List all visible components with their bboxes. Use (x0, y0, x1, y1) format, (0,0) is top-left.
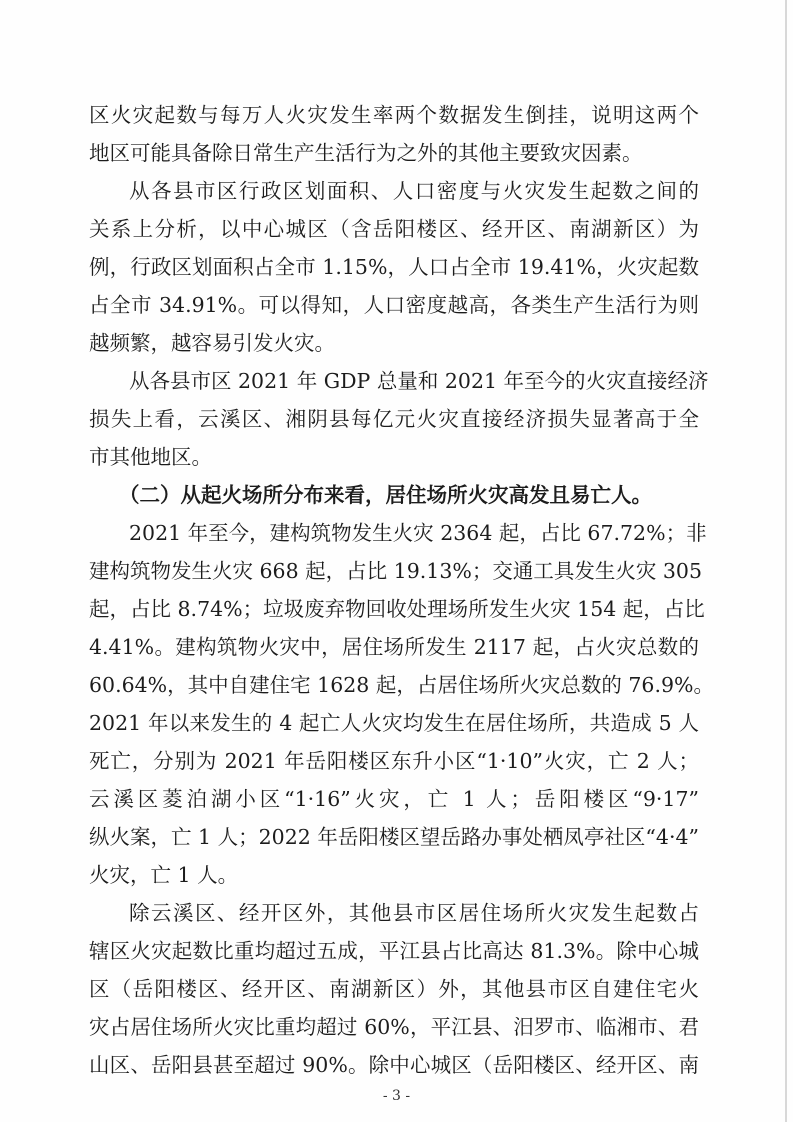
body-text-line: 建构筑物发生火灾 668 起，占比 19.13%；交通工具发生火灾 305 (89, 559, 702, 583)
body-text-line: 地区可能具备除日常生产生活行为之外的其他主要致灾因素。 (89, 141, 643, 165)
body-text-line: 从各县市区 2021 年 GDP 总量和 2021 年至今的火灾直接经济 (129, 369, 709, 393)
page-edge-divider (785, 0, 787, 1122)
body-text-line: 占全市 34.91%。可以得知，人口密度越高，各类生产生活行为则 (89, 293, 699, 317)
body-text-line: 灾占居住场所火灾比重均超过 60%，平江县、汨罗市、临湘市、君 (89, 1015, 699, 1039)
body-text-line: 越频繁，越容易引发火灾。 (89, 331, 335, 355)
body-text-line: 4.41%。建构筑物火灾中，居住场所发生 2117 起，占火灾总数的 (89, 635, 699, 659)
body-text-line: 云溪区菱泊湖小区“1·16”火灾，亡 1 人；岳阳楼区“9·17” (89, 787, 699, 811)
body-text-line: 死亡，分别为 2021 年岳阳楼区东升小区“1·10”火灾，亡 2 人； (89, 749, 699, 773)
body-text-line: 山区、岳阳县甚至超过 90%。除中心城区（岳阳楼区、经开区、南 (89, 1053, 699, 1077)
body-text-line: 纵火案，亡 1 人；2022 年岳阳楼区望岳路办事处栖凤亭社区“4·4” (89, 825, 699, 849)
body-text-line: 起，占比 8.74%；垃圾废弃物回收处理场所发生火灾 154 起，占比 (89, 597, 705, 621)
body-text-line: 60.64%，其中自建住宅 1628 起，占居住场所火灾总数的 76.9%。 (89, 673, 715, 697)
body-text-line: 区（岳阳楼区、经开区、南湖新区）外，其他县市区自建住宅火 (89, 977, 699, 1001)
section-heading: （二）从起火场所分布来看，居住场所火灾高发且易亡人。 (119, 483, 652, 507)
body-text-line: 关系上分析，以中心城区（含岳阳楼区、经开区、南湖新区）为 (89, 217, 699, 241)
body-text-line: 辖区火灾起数比重均超过五成，平江县占比高达 81.3%。除中心城 (89, 939, 699, 963)
body-text-line: 除云溪区、经开区外，其他县市区居住场所火灾发生起数占 (129, 901, 699, 925)
body-text-line: 火灾，亡 1 人。 (89, 863, 239, 887)
body-text-line: 市其他地区。 (89, 445, 212, 469)
body-text-line: 损失上看，云溪区、湘阴县每亿元火灾直接经济损失显著高于全 (89, 407, 699, 431)
body-text-line: 2021 年至今，建构筑物发生火灾 2364 起，占比 67.72%；非 (129, 521, 707, 545)
body-text-line: 2021 年以来发生的 4 起亡人火灾均发生在居住场所，共造成 5 人 (89, 711, 699, 735)
body-text-line: 区火灾起数与每万人火灾发生率两个数据发生倒挂，说明这两个 (89, 103, 699, 127)
body-text-line: 从各县市区行政区划面积、人口密度与火灾发生起数之间的 (129, 179, 699, 203)
page-number: - 3 - (382, 1088, 411, 1104)
body-text-line: 例，行政区划面积占全市 1.15%，人口占全市 19.41%，火灾起数 (89, 255, 699, 279)
